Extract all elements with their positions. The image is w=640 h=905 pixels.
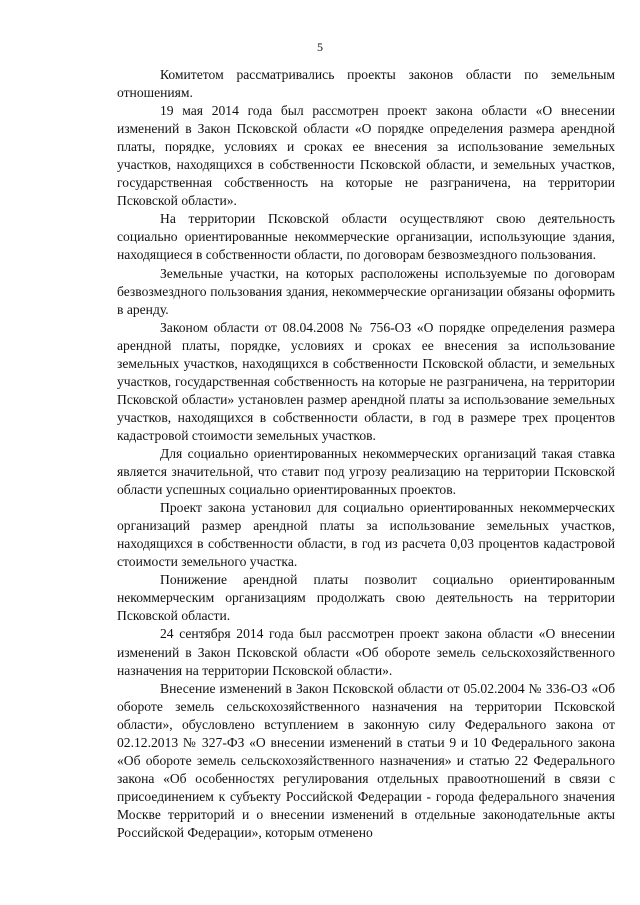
paragraph: Земельные участки, на которых расположены используемые по договорам безвозмездного пользования здания, некоммерческие организации обязаны оформить в аренду. xyxy=(117,265,615,317)
paragraph: 19 мая 2014 года был рассмотрен проект закона области «О внесении изменений в Закон Псковской области «О порядке определения размера арендной платы, порядке, условиях и сроках ее внесения за использование земельных участков, находящихся в собственности Псковской области, и земельных участков, государственная собственность на которые не разграничена, на территории Псковской области». xyxy=(117,103,615,209)
document-body xyxy=(117,66,615,842)
paragraph: Законом области от 08.04.2008 № 756-ОЗ «О порядке определения размера арендной платы, порядке, условиях и сроках ее внесения за использование земельных участков, находящихся в собственности Псковской области, и земельных участков, государственная собственность на которые не разграничена, на территории Псковской области» установлен размер арендной платы за использование земельных участков, находящихся в собственности области, в год в размере трех процентов кадастровой стоимости земельных участков. xyxy=(117,319,615,443)
paragraph: Комитетом рассматривались проекты законов области по земельным отношениям. xyxy=(117,67,615,101)
paragraph: Для социально ориентированных некоммерческих организаций такая ставка является значительной, что ставит под угрозу реализацию на территории Псковской области успешных социально ориентированных проектов. xyxy=(117,445,615,498)
page-number: 5 xyxy=(317,40,323,54)
paragraph: 24 сентября 2014 года был рассмотрен проект закона области «О внесении изменений в Закон Псковской области «Об обороте земель сельскохозяйственного назначения на территории Псковской области». xyxy=(117,626,615,678)
paragraph: Понижение арендной платы позволит социально ориентированным некоммерческим организациям продолжать свою деятельность на территории Псковской области. xyxy=(117,572,615,624)
paragraph: На территории Псковской области осуществляют свою деятельность социально ориентированные некоммерческие организации, использующие здания, находящиеся в собственности области, по договорам безвозмездного пользования. xyxy=(117,211,615,263)
paragraph: Внесение изменений в Закон Псковской области от 05.02.2004 № 336-ОЗ «Об обороте земель сельскохозяйственного назначения на территории Псковской области», обусловлено вступлением в законную силу Федерального закона от 02.12.2013 № 327-ФЗ «О внесении изменений в статьи 9 и 10 Федерального закона «Об обороте земель сельскохозяйственного назначения» и статью 22 Федерального закона «Об особенностях регулирования отдельных правоотношений в связи с присоединением к субъекту Российской Федерации - города федерального значения Москве территорий и о внесении изменений в отдельные законодательные акты Российской Федерации», которым отменено xyxy=(117,680,615,840)
paragraph: Проект закона установил для социально ориентированных некоммерческих организаций размер арендной платы за использование земельных участков, находящихся в собственности области, в год из расчета 0,03 процентов кадастровой стоимости земельного участка. xyxy=(117,500,615,570)
